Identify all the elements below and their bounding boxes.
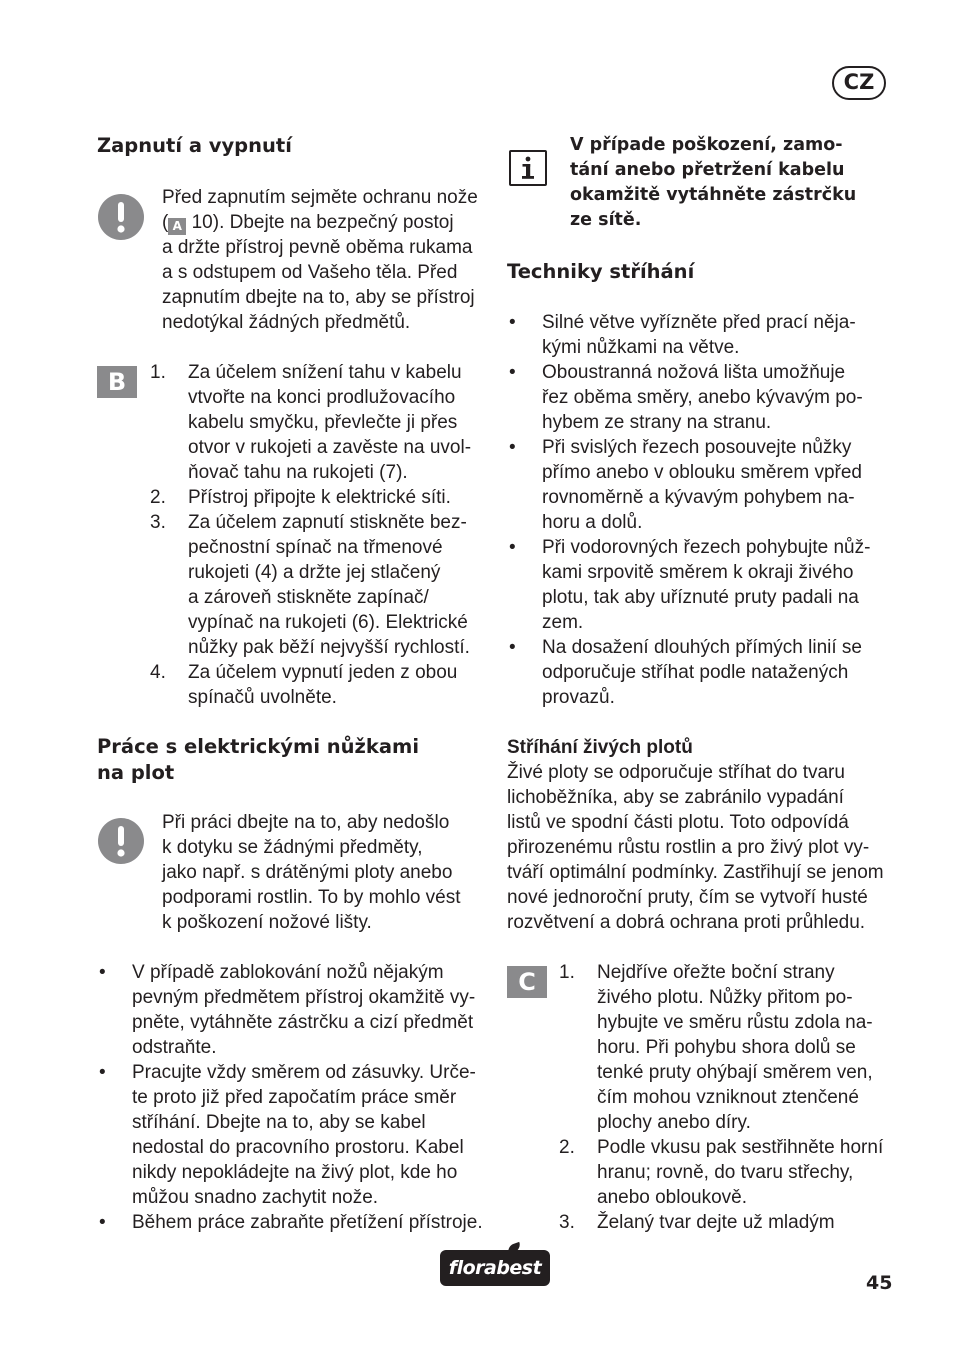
list-item: • Oboustranná nožová lišta umožňuje řez oběma směry, anebo kývavým po- hybem ze strany na stranu.	[509, 362, 863, 433]
list-item: • V případě zablokování nožů nějakým pevným předmětem přístroj okamžitě vy- pněte, vytáhněte zástrčku a cizí předmět odstraňte.	[99, 962, 476, 1058]
hedge-trimming-paragraph: Živé ploty se odporučuje stříhat do tvaru lichoběžníka, aby se zabránilo vypadání listů ve spodní části plotu. Toto odpovídá přirozenému růstu rostlin a pro živý plot vy- tváří optimální podmínky. Zastřihují se jenom nové jednoroční pruty, čím se vytvoří husté rozvětvení a dobrá ochrana proti průhledu.	[507, 762, 884, 933]
warning-text-switch-on: Před zapnutím sejměte ochranu nože ( A 10). Dbejte na bezpečný postoj a držte přístroj pevně oběma rukama a s odstupem od Vašeho těla. Před zapnutím dbejte na to, aby se přístroj nedotýkal žádných předmětů.	[162, 187, 478, 333]
list-item: • Při svislých řezech posouvejte nůžky přímo anebo v oblouku směrem vpřed rovnoměrně a kývavým pohybem na- horu a dolů.	[509, 437, 862, 533]
work-safety-bullets	[97, 960, 492, 1235]
info-note-cable: V případe poškození, zamo- tání anebo přetržení kabelu okamžitě vytáhněte zástrčku ze sítě.	[570, 135, 857, 230]
list-item: • Silné větve vyřízněte před prací něja- kými nůžkami na větve.	[509, 312, 856, 358]
figure-c-label: C	[507, 966, 547, 998]
list-item: 3. Želaný tvar dejte už mladým	[559, 1212, 835, 1233]
list-item: • Během práce zabraňte přetížení přístroje.	[99, 1212, 483, 1233]
cutting-technique-bullets	[507, 310, 902, 710]
list-item: 1. Nejdříve ořežte boční strany živého plotu. Nůžky přitom po- hybujte ve směru růstu zdola na- horu. Při pohybu shora dolů se tenké pruty ohýbají směrem ven, čím mohou vzniknout ztenčené plochy anebo díry.	[559, 962, 873, 1133]
exclamation-icon	[98, 818, 144, 864]
language-badge: CZ	[832, 66, 886, 100]
info-icon	[509, 150, 547, 186]
list-item: 2. Přístroj připojte k elektrické síti.	[150, 487, 451, 508]
hedge-trimming-steps	[559, 960, 899, 1235]
section-title-hedge-trimmer-work: Práce s elektrickými nůžkami na plot	[97, 735, 420, 784]
figure-a-icon: A	[168, 218, 186, 235]
page-number: 45	[866, 1272, 893, 1294]
figure-b-label: B	[97, 366, 137, 398]
subsection-title-hedge-trimming: Stříhání živých plotů	[507, 737, 693, 758]
switch-on-steps	[150, 360, 490, 710]
list-item: • Pracujte vždy směrem od zásuvky. Urče- te proto již před započatím práce směr stříhání. Dbejte na to, aby se kabel nedostal do pracovního prostoru. Kabel nikdy nepokládejte na živý plot, kde ho můžou snadno zachytit nože.	[99, 1062, 476, 1208]
warning-text-work: Při práci dbejte na to, aby nedošlo k dotyku se žádnými předměty, jako např. s drátěnými ploty anebo podporami rostlin. To by mohlo vést k poškození nožové lišty.	[162, 812, 461, 933]
section-title-cutting-techniques: Techniky stříhání	[507, 260, 695, 283]
list-item: 1. Za účelem snížení tahu v kabelu vtvořte na konci prodlužovacího kabelu smyčku, převlečte ji přes otvor v rukojeti a zavěste na uvol- ňovač tahu na rukojeti (7).	[150, 362, 472, 483]
exclamation-icon	[98, 194, 144, 240]
list-item: • Při vodorovných řezech pohybujte nůž- kami srpovitě směrem k okraji živého plotu, tak aby uříznuté pruty padali na zem.	[509, 537, 871, 633]
section-title-switch-on-off: Zapnutí a vypnutí	[97, 134, 292, 157]
list-item: 4. Za účelem vypnutí jeden z obou spínačů uvolněte.	[150, 662, 458, 708]
list-item: • Na dosažení dlouhých přímých linií se odporučuje stříhat podle natažených provazů.	[509, 637, 862, 708]
list-item: 3. Za účelem zapnutí stiskněte bez- pečnostní spínač na třmenové rukojeti (4) a držte jej stlačený a zároveň stiskněte zapínač/ vypínač na rukojeti (6). Elektrické nůžky pak běží nejvyšší rychlostí.	[150, 512, 470, 658]
list-item: 2. Podle vkusu pak sestřihněte horní hranu; rovně, do tvaru střechy, anebo obloukově.	[559, 1137, 884, 1208]
florabest-logo: florabest	[440, 1250, 550, 1286]
